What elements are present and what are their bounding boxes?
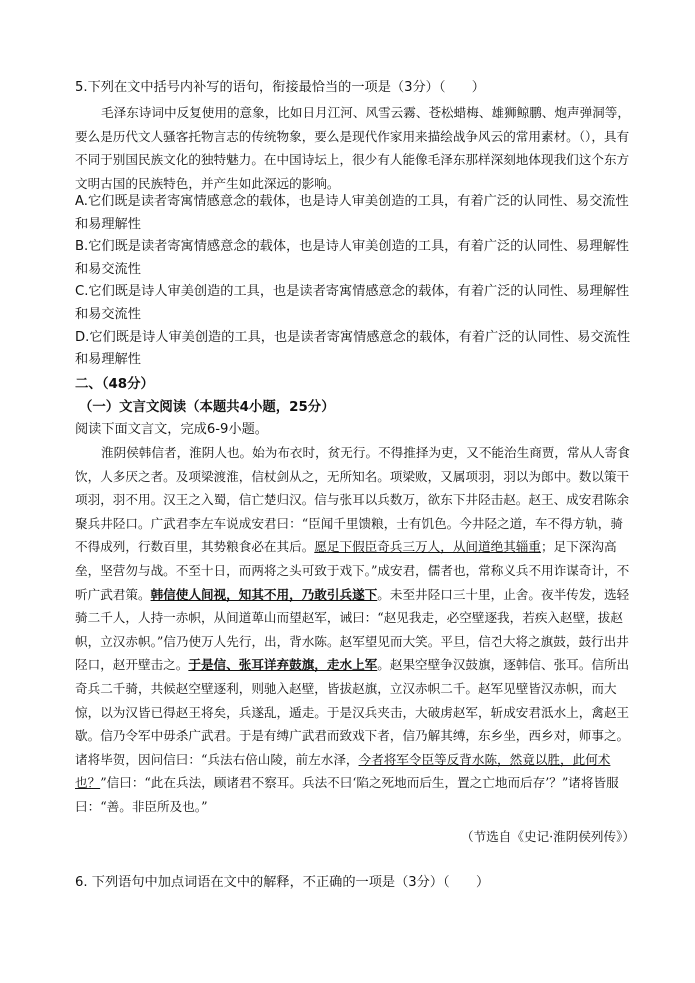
question-5-passage — [75, 101, 635, 195]
section-2-header — [75, 374, 635, 442]
underlined-sentence-2: 韩信使人间视，知其不用，乃敢引兵遂下 — [150, 586, 378, 602]
option-c: C.它们既是诗人审美创造的工具，也是读者寄寓情感意念的载体，有着广泛的认同性、易理解性和易交流性 — [75, 284, 630, 322]
classical-segment-5: 。未至井陉口三十里，止舍。夜半传发，选轻骑二千人，人持一赤帜，从间道萆山而望赵军，诫曰：“赵见我走，必空壁逐我，若疾入赵壁，拔赵帜，立汉赤帜。”信乃使万人先行，出，背水陈。赵军望见而大笑。平旦，信건大将之旗鼓，鼓行出井陉口，赵开壁击之。 — [75, 586, 630, 673]
classical-segment-1: 淮阴侯韩信者，淮阴人也。始为布衣时，贫无行。不得推择为吏，又不能治生商贾，常从人寄食饮，人多厌之者。及项梁渡淮，信杖剑从之，无所知名。项梁败，又属项羽，羽以为郎中。数以策干项羽，羽不用。汉王之入蜀，信亡楚归汉。信与张耳以兵数万，欲东下井陉击赵。赵王、成安君陈余聚兵井陉口。广武君李左车说成安君曰：“臣闻千里馈粮，士有饥色。今井陉之道，车不得方轨，骑不得成列，行数百里，其势粮食必在其后。 — [75, 445, 630, 555]
question-6 — [75, 872, 635, 895]
section-2-subtitle: （一）文言文阅读（本题共4小题，25分） — [79, 399, 335, 415]
section-2-instruction: 阅读下面文言文，完成6-9小题。 — [75, 422, 268, 438]
underlined-sentence-3: 于是信、张耳详弃鼓旗，走水上军 — [188, 657, 378, 673]
classical-text — [75, 441, 635, 819]
classical-segment-7: 。赵果空壁争汉鼓旗，逐韩信、张耳。信所出奇兵二千骑，共候赵空壁逐利，则驰入赵壁，皆拔赵旗，立汉赤帜二千。赵军见壁皆汉赤帜，而大惊，以为汉皆已得赵王将矣，兵遂乱，遁走。于是汉兵夹击，大破虏赵军，斩成安君泜水上，禽赵王歇。信乃令军中毋杀广武君。于是有缚广武君而致戏下者，信乃解其缚，东乡坐，西乡对，师事之。诸将毕贺，因问信曰：“兵法右倍山陵，前左水泽， — [75, 657, 630, 767]
question-6-stem: 6. 下列语句中加点词语在文中的解释，不正确的一项是（3分）（ ） — [75, 875, 490, 890]
question-5-options — [75, 191, 635, 372]
classical-passage — [75, 441, 635, 819]
option-a: A.它们既是读者寄寓情感意念的载体，也是诗人审美创造的工具，有着广泛的认同性、易交流性和易理解性 — [75, 194, 629, 232]
underlined-sentence-1: 愿足下假臣奇兵三万人，从间道绝其辎重 — [314, 539, 541, 555]
option-b: B.它们既是读者寄寓情感意念的载体，也是诗人审美创造的工具，有着广泛的认同性、易理解性和易交流性 — [75, 239, 629, 277]
classical-segment-3: ；足下深沟高垒，坚营勿与战。不至十日，而两将之头可致于戏下。”成安君，儒者也，常称义兵不用诈谋奇计，不听广武君策。 — [75, 539, 630, 602]
classical-segment-9: ”信曰：“此在兵法，顾诸君不察耳。兵法不曰‘陷之死地而后生，置之亡地而后存’？”诸将皆服曰：“善。非臣所及也。” — [75, 775, 619, 814]
question-5 — [75, 77, 635, 100]
option-d: D.它们既是诗人审美创造的工具，也是读者寄寓情感意念的载体，有着广泛的认同性、易交流性和易理解性 — [75, 329, 631, 368]
underlined-sentence-4: 今者将军令臣等反背水陈，然竟以胜，此何术也？ — [75, 751, 611, 791]
source-citation: （节选自《史记·淮阴侯列传》） — [460, 829, 635, 844]
section-2-title: 二、（48分） — [75, 377, 154, 392]
question-5-stem: 5.下列在文中括号内补写的语句，衔接最恰当的一项是（3分）（ ） — [75, 80, 485, 95]
passage-text: 毛泽东诗词中反复使用的意象，比如日月江河、风雪云霧、苍松蜡梅、雄狮鲸鹏、炮声弹洞等，要么是历代文人骚客托物言志的传统物象，要么是现代作家用来描绘战争风云的常用素材。（），具有不同于别国民族文化的独特魅力。在中国诗坛上，很少有人能像毛泽东那样深刻地体现我们这个东方文明古国的民族特色，并产生如此深远的影响。 — [75, 105, 630, 191]
